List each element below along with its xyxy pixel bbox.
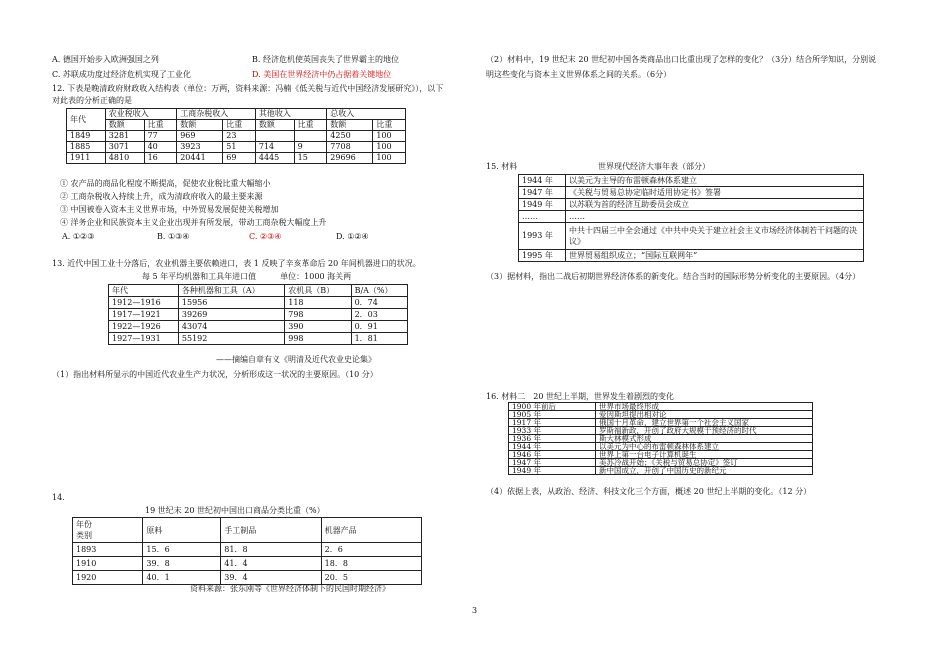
q15-timeline-table	[518, 174, 864, 262]
option-11c: C. 苏联成功度过经济危机实现了工业化	[52, 70, 191, 79]
table-header-cell: 其他收入	[255, 109, 326, 120]
table-cell: 39．8	[143, 557, 221, 571]
table-subheader-cell: 比重	[373, 120, 406, 131]
table-cell: 9	[294, 142, 327, 153]
table-subheader-cell: 数额	[327, 120, 373, 131]
table-cell: 3923	[177, 142, 223, 153]
table-cell: 世界市场最终形成	[596, 403, 813, 411]
q14-caption: 19 世纪末 20 世纪初中国出口商品分类比重（%）	[145, 506, 325, 515]
table-header-cell: 手工制品	[221, 518, 321, 543]
table-cell: 0．74	[351, 297, 407, 309]
table-cell: 40	[144, 142, 177, 153]
q14-export-table	[72, 517, 422, 585]
table-cell: 20441	[177, 153, 223, 164]
table-cell: 15	[294, 153, 327, 164]
q12-statement-1: ① 农产品的商品化程度不断提高，促使农业税比重大幅缩小	[60, 179, 271, 188]
table-row	[519, 175, 864, 187]
q15-question: （3）据材料，指出二战后初期世界经济体系的新变化。结合当时的国际形势分析变化的主要原因。（4分）	[486, 272, 861, 281]
q14-part2-line1: （2）材料中，19 世纪末 20 世纪初中国各类商品出口比重出现了怎样的变化？（3分）结合所学知识，分别说	[486, 55, 877, 64]
table-cell: 1900 年前后	[509, 403, 596, 411]
q15-label: 15. 材料	[486, 162, 518, 171]
table-cell: 1912—1916	[109, 297, 179, 309]
table-cell: 1917 年	[509, 419, 596, 427]
q12-statement-2: ② 工商杂税收入持续上升，成为清政府收入的最主要来源	[60, 192, 263, 201]
table-row	[109, 297, 408, 309]
table-row	[519, 223, 864, 250]
table-cell: 39．4	[221, 571, 321, 585]
q12-statement-3: ③ 中国被卷入资本主义世界市场，中外贸易发展促使关税增加	[60, 205, 279, 214]
q14-header-year: 年份	[76, 520, 92, 529]
table-cell: 15956	[178, 297, 284, 309]
table-row	[109, 333, 408, 345]
table-cell: 100	[373, 153, 406, 164]
q14-source: 资料来源：张东刚等《世界经济体制下的民国时期经济》	[190, 584, 390, 593]
table-cell: 2．6	[321, 543, 421, 557]
table-row	[519, 250, 864, 262]
table-cell: 15．6	[143, 543, 221, 557]
table-cell: 世界上第一台电子计算机诞生	[596, 451, 813, 459]
table-cell: 2．03	[351, 309, 407, 321]
table-cell: ……	[519, 211, 566, 223]
table-cell: 罗斯福新政，开创了政府大规模干预经济的时代	[596, 427, 813, 435]
table-row	[519, 199, 864, 211]
table-subheader-cell: 数额	[177, 120, 223, 131]
table-cell: 16	[144, 153, 177, 164]
table-cell	[255, 131, 294, 142]
table-row	[73, 543, 422, 557]
table-cell: 1893	[73, 543, 143, 557]
table-cell: 23	[223, 131, 256, 142]
table-cell: 390	[285, 321, 351, 333]
table-cell: 7708	[327, 142, 373, 153]
table-cell: 1922—1926	[109, 321, 179, 333]
q16-title: 16. 材料二 20 世纪上半期，世界发生着剧烈的变化	[486, 392, 674, 401]
table-cell: 中共十四届三中全会通过《中共中央关于建立社会主义市场经济体制若干问题的决议》	[566, 223, 864, 250]
table-row	[109, 321, 408, 333]
table-cell: 969	[177, 131, 223, 142]
table-header-cell: 农机具（B）	[285, 285, 351, 297]
q12-option-d: D. ①②④	[336, 232, 369, 241]
table-header-cell: 年代	[67, 109, 106, 131]
table-subheader-cell: 比重	[294, 120, 327, 131]
table-subheader-cell: 比重	[223, 120, 256, 131]
q13-stem: 13. 近代中国工业十分落后，农业机器主要依赖进口，表 1 反映了辛亥革命后 20 年间机器进口的状况。	[52, 259, 421, 268]
table-cell: 美苏冷战开始；《关税与贸易总协定》签订	[596, 459, 813, 467]
q12-option-b: B. ①③④	[157, 232, 190, 241]
table-cell: 100	[373, 142, 406, 153]
table-row	[519, 187, 864, 199]
q13-source: ——摘编自章有义《明清及近代农业史论集》	[216, 355, 376, 364]
table-cell: 1885	[67, 142, 106, 153]
table-cell: 1905 年	[509, 411, 596, 419]
table-cell: 40．1	[143, 571, 221, 585]
table-cell: 998	[285, 333, 351, 345]
table-cell: 4445	[255, 153, 294, 164]
table-cell: 1911	[67, 153, 106, 164]
table-row	[67, 131, 406, 142]
table-row	[509, 467, 813, 475]
table-cell: 1944 年	[519, 175, 566, 187]
table-cell: 以美元为中心的布雷顿森林体系建立	[596, 443, 813, 451]
q12-revenue-table	[66, 108, 406, 164]
table-cell: 1927—1931	[109, 333, 179, 345]
table-cell: 1949 年	[519, 199, 566, 211]
table-row	[519, 211, 864, 223]
table-cell: 新中国成立，开创了中国历史的新纪元	[596, 467, 813, 475]
option-11b: B. 经济危机使英国丧失了世界霸主的地位	[252, 55, 399, 64]
table-header-cell	[73, 518, 143, 543]
table-cell: 69	[223, 153, 256, 164]
table-cell: 1．81	[351, 333, 407, 345]
q12-stem-line1: 12. 下表是晚清政府财政收入结构表（单位：万两，资料来源：冯楠《低关税与近代中国经济发展研究》），以下	[52, 84, 444, 93]
table-cell: 3071	[105, 142, 144, 153]
q13-question: （1）指出材料所显示的中国近代农业生产力状况，分析形成这一状况的主要原因。（10 分）	[52, 370, 378, 379]
table-row	[67, 142, 406, 153]
table-row	[67, 153, 406, 164]
table-cell: 1949 年	[509, 467, 596, 475]
table-cell: 3281	[105, 131, 144, 142]
table-cell: 1849	[67, 131, 106, 142]
q12-option-c: C. ②③④	[249, 232, 282, 241]
table-header-cell: 原料	[143, 518, 221, 543]
table-cell: 4250	[327, 131, 373, 142]
table-cell: 55192	[178, 333, 284, 345]
table-cell: 100	[373, 131, 406, 142]
table-cell: 1947 年	[509, 459, 596, 467]
table-row	[109, 309, 408, 321]
table-header-cell: 机器产品	[321, 518, 421, 543]
table-cell: 81．8	[221, 543, 321, 557]
table-subheader-cell: 数额	[105, 120, 144, 131]
q16-timeline-table	[508, 402, 813, 475]
table-cell: 俄国十月革命，建立世界第一个社会主义国家	[596, 419, 813, 427]
q14-number: 14.	[52, 493, 65, 502]
table-cell: 0．91	[351, 321, 407, 333]
table-header-cell: 各种机器和工具（A）	[178, 285, 284, 297]
table-cell	[294, 131, 327, 142]
table-cell: 41．4	[221, 557, 321, 571]
table-cell: 51	[223, 142, 256, 153]
table-cell: 1917—1921	[109, 309, 179, 321]
table-row	[509, 427, 813, 435]
table-cell: 《关税与贸易总协定临时适用协定书》签署	[566, 187, 864, 199]
table-cell: 1910	[73, 557, 143, 571]
table-cell: 1944 年	[509, 443, 596, 451]
table-cell: ……	[566, 211, 864, 223]
table-cell: 798	[285, 309, 351, 321]
table-cell: 1920	[73, 571, 143, 585]
table-header-cell: 工商杂税收入	[177, 109, 256, 120]
table-cell: 斯大林模式形成	[596, 435, 813, 443]
option-11a: A. 德国开始步入欧洲强国之列	[52, 55, 159, 64]
table-header-cell: 总收入	[327, 109, 406, 120]
table-subheader-cell: 比重	[144, 120, 177, 131]
table-cell: 29696	[327, 153, 373, 164]
q14-header-category: 类别	[76, 531, 92, 540]
q13-caption: 每 5 年平均机器和工具年进口值 单位：1000 海关两	[142, 272, 352, 281]
table-cell: 4810	[105, 153, 144, 164]
table-cell: 20．5	[321, 571, 421, 585]
table-cell: 43074	[178, 321, 284, 333]
table-cell: 77	[144, 131, 177, 142]
table-header-cell: B/A（%）	[351, 285, 407, 297]
q14-part2-line2: 明这些变化与资本主义世界体系之间的关系。（6分）	[486, 70, 672, 79]
table-cell: 1936 年	[509, 435, 596, 443]
q13-import-table	[108, 284, 408, 345]
table-cell: 1946 年	[509, 451, 596, 459]
table-cell: 39269	[178, 309, 284, 321]
q15-caption: 世界现代经济大事年表（部分）	[598, 162, 710, 171]
table-header-cell: 年代	[109, 285, 179, 297]
table-cell: 1933 年	[509, 427, 596, 435]
table-cell: 世界贸易组织成立；“国际互联网年”	[566, 250, 864, 262]
table-cell: 1993 年	[519, 223, 566, 250]
table-cell: 以美元为主导的布雷顿森林体系建立	[566, 175, 864, 187]
table-cell: 18．8	[321, 557, 421, 571]
q12-option-a: A. ①②③	[62, 232, 95, 241]
table-cell: 118	[285, 297, 351, 309]
table-cell: 以苏联为首的经济互助委员会成立	[566, 199, 864, 211]
option-11d: D. 美国在世界经济中仍占据着关键地位	[252, 70, 392, 79]
table-cell: 1995 年	[519, 250, 566, 262]
page-number: 3	[472, 606, 478, 615]
table-cell: 1947 年	[519, 187, 566, 199]
q12-stem-line2: 对此表的分析正确的是	[52, 96, 132, 105]
table-cell: 爱因斯坦提出相对论	[596, 411, 813, 419]
table-row	[73, 557, 422, 571]
q12-statement-4: ④ 洋务企业和民族资本主义企业出现并有所发展，带动工商杂税大幅度上升	[60, 218, 327, 227]
table-header-cell: 农业税收入	[105, 109, 176, 120]
table-subheader-cell: 数额	[255, 120, 294, 131]
q16-question: （4）依据上表，从政治、经济、科技文化三个方面，概述 20 世纪上半期的变化。（12 分）	[486, 487, 812, 496]
table-cell: 714	[255, 142, 294, 153]
